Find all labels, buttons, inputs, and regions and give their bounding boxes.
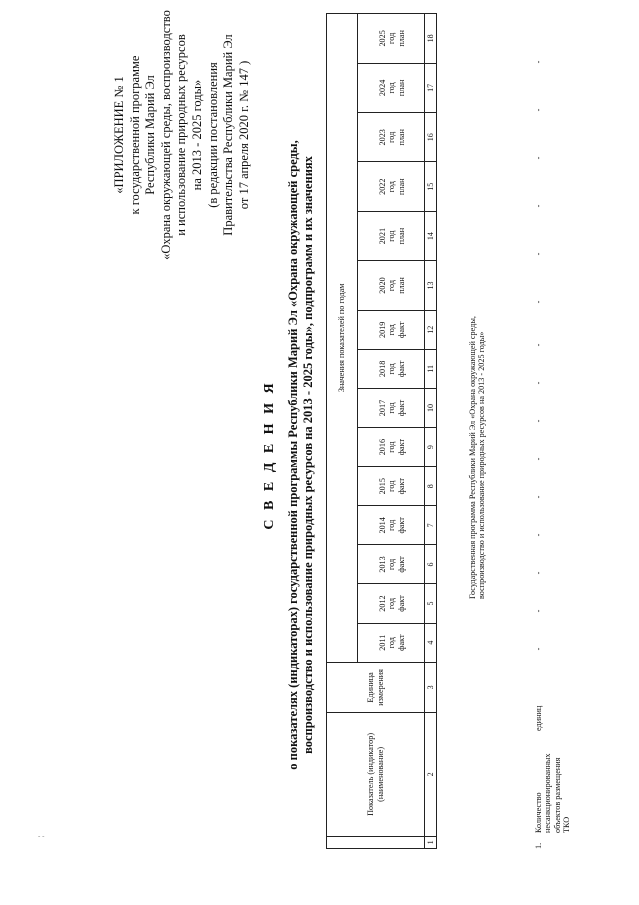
year-header-text: 2023	[378, 129, 388, 146]
year-header-text: 2017	[378, 399, 388, 417]
year-header-text: факт	[396, 634, 406, 651]
row-indicator-line: Количество	[534, 792, 543, 833]
year-header-cell	[358, 545, 425, 584]
appendix-line: «Охрана окружающей среды, воспроизводство	[158, 10, 173, 260]
row-value-cell: -	[534, 533, 543, 537]
col-header-unit: Единица измерения	[327, 662, 425, 712]
year-header-text: год	[387, 230, 397, 242]
year-header-text: план	[396, 277, 406, 294]
year-header-text: 2013	[378, 556, 388, 573]
table-body-area	[458, 13, 638, 849]
year-header-cell	[358, 388, 425, 427]
appendix-line: Правительства Республики Марий Эл	[221, 34, 236, 236]
year-header-text: год	[387, 480, 397, 492]
year-header-cell	[358, 506, 425, 545]
year-header-cell	[358, 162, 425, 211]
column-number-cell: 16	[425, 113, 437, 162]
year-header-text: план	[396, 30, 406, 47]
column-number-cell: 9	[425, 428, 437, 467]
column-number-cell: 6	[425, 545, 437, 584]
year-header-text: год	[387, 181, 397, 193]
year-header-text: год	[387, 637, 397, 649]
column-number-cell: 13	[425, 261, 437, 310]
year-header-text: план	[396, 227, 406, 245]
column-number-cell: 3	[425, 662, 437, 712]
column-number-cell: 2	[425, 713, 437, 837]
row-value-cell: -	[534, 252, 543, 256]
column-number-cell: 15	[425, 162, 437, 211]
year-header-text: год	[387, 363, 397, 375]
program-note	[468, 179, 487, 599]
appendix-line: «ПРИЛОЖЕНИЕ № 1	[112, 76, 126, 194]
year-header-text: факт	[396, 360, 406, 378]
row-indicator-name	[534, 743, 572, 833]
column-number-cell: 11	[425, 349, 437, 388]
column-number-cell: 5	[425, 584, 437, 623]
row-unit: единиц	[534, 705, 543, 731]
year-header-text: 2011	[378, 634, 388, 651]
indicators-table-wrap	[326, 13, 437, 849]
appendix-line: от 17 апреля 2020 г. № 147 )	[236, 60, 251, 210]
year-header-text: 2018	[378, 360, 388, 378]
year-header-text: год	[387, 324, 397, 336]
row-value-cell: -	[534, 108, 543, 112]
row-value-cell: -	[534, 495, 543, 499]
appendix-line: и использование природных ресурсов	[174, 34, 189, 236]
year-header-text: 2012	[378, 595, 388, 612]
column-number-cell: 12	[425, 310, 437, 349]
column-number-row	[425, 14, 437, 849]
year-header-cell	[358, 467, 425, 506]
row-value-cell: -	[534, 609, 543, 613]
year-header-text: год	[387, 32, 397, 44]
year-header-text: год	[387, 519, 397, 531]
year-header-text: план	[396, 129, 406, 146]
row-value-cell: -	[534, 647, 543, 651]
year-header-text: год	[387, 82, 397, 94]
year-header-text: факт	[396, 517, 406, 534]
year-header-cell	[358, 261, 425, 310]
column-number-cell: 17	[425, 63, 437, 112]
row-value-cell: -	[534, 343, 543, 347]
year-header-text: план	[396, 178, 406, 195]
column-number-cell: 8	[425, 467, 437, 506]
year-header-text: год	[387, 441, 397, 453]
title-sub-line: воспроизводство и использование природных ресурсов на 2013 - 2025 годы», подпрограмм и их значениях	[301, 156, 315, 754]
appendix-line: (в редакции постановления	[205, 62, 220, 208]
column-number-cell: 1	[425, 836, 437, 848]
col-header-group: Значения показателей по годам	[327, 14, 358, 663]
year-header-text: год	[387, 597, 397, 610]
program-note-line: Государственная программа Республики Марий Эл «Охрана окружающей среды,	[468, 316, 477, 599]
row-value-cell: -	[534, 571, 543, 575]
row-value-cell: -	[534, 419, 543, 423]
year-header-text: факт	[396, 399, 406, 417]
column-number-cell: 18	[425, 14, 437, 64]
row-indicator-line: несанкционированных	[543, 753, 553, 833]
year-header-text: факт	[396, 478, 406, 495]
title-sub-line: о показателях (индикаторах) государственной программы Республики Марий Эл «Охрана окружающей среды,	[286, 140, 300, 770]
year-header-text: 2025	[378, 30, 388, 47]
year-header-text: факт	[396, 556, 406, 573]
year-header-text: 2020	[378, 277, 388, 294]
year-header-cell	[358, 63, 425, 112]
column-number-cell: 10	[425, 388, 437, 427]
col-header-indicator: Показатель (индикатор) (наименование)	[327, 713, 425, 837]
indicators-table	[326, 13, 437, 849]
year-header-text: 2024	[378, 79, 388, 97]
column-number-cell: 4	[425, 623, 437, 662]
year-header-cell	[358, 310, 425, 349]
year-header-text: факт	[396, 321, 406, 338]
row-value-cell: -	[534, 300, 543, 304]
year-header-cell	[358, 113, 425, 162]
year-header-text: 2022	[378, 178, 388, 195]
year-header-cell	[358, 349, 425, 388]
row-value-cell: -	[534, 60, 543, 64]
year-header-cell	[358, 623, 425, 662]
row-value-cell: -	[534, 381, 543, 385]
appendix-line: на 2013 - 2025 годы»	[189, 79, 204, 191]
year-header-text: год	[387, 279, 397, 292]
year-header-text: 2015	[378, 478, 388, 495]
col-header-num	[327, 836, 425, 848]
year-header-text: 2021	[378, 227, 388, 245]
year-header-text: план	[396, 79, 406, 97]
year-header-text: 2016	[378, 438, 388, 456]
document-title	[262, 35, 316, 875]
margin-mark: - -	[38, 832, 45, 840]
year-header-text: год	[387, 558, 397, 571]
appendix-line: Республики Марий Эл	[143, 75, 158, 195]
year-header-cell	[358, 584, 425, 623]
row-value-cell: -	[534, 156, 543, 160]
year-header-text: 2014	[378, 517, 388, 534]
appendix-header	[112, 5, 252, 265]
row-value-cell: -	[534, 457, 543, 461]
title-main: С В Е Д Е Н И Я	[262, 380, 277, 530]
column-number-cell: 7	[425, 506, 437, 545]
year-header-text: год	[387, 131, 397, 143]
column-number-cell: 14	[425, 211, 437, 260]
program-note-line: воспроизводство и использование природных ресурсов на 2013 - 2025 годы»	[477, 331, 487, 599]
year-header-cell	[358, 14, 425, 64]
appendix-line: к государственной программе	[127, 55, 142, 215]
row-indicator-line: ТКО	[562, 816, 572, 833]
year-header-text: год	[387, 402, 397, 414]
row-number: 1.	[534, 842, 543, 849]
year-header-text: 2019	[378, 321, 388, 338]
year-header-cell	[358, 211, 425, 260]
row-value-cell: -	[534, 204, 543, 208]
row-indicator-line: объектов размещения	[552, 757, 562, 833]
year-header-cell	[358, 428, 425, 467]
year-header-text: факт	[396, 438, 406, 456]
year-header-text: факт	[396, 595, 406, 612]
